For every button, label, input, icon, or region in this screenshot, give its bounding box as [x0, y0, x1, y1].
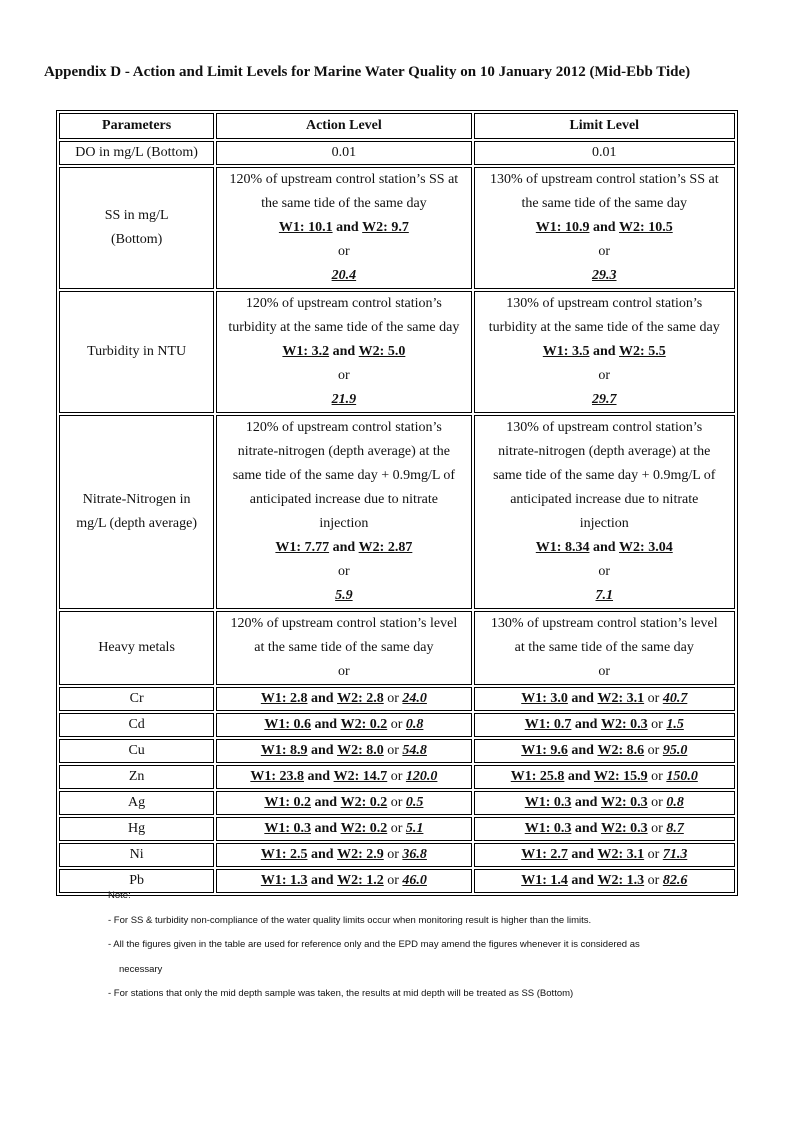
metal-and: and: [574, 717, 598, 732]
metal-action-w1: W1: 2.5: [260, 847, 308, 862]
metal-action-w2: W2: 0.2: [340, 795, 388, 810]
row-nitrate: [59, 415, 735, 609]
limit-ss-w-values: [478, 216, 731, 240]
metal-or: or: [647, 873, 660, 888]
action-nit-line1: 120% of upstream control station’s: [245, 420, 442, 435]
metal-row: [59, 687, 735, 711]
metal-or: or: [647, 743, 660, 758]
metal-and: and: [314, 795, 338, 810]
limit-turb-and: and: [592, 344, 616, 359]
limit-hm-or: or: [598, 664, 611, 679]
metal-or: or: [390, 769, 403, 784]
metal-or: or: [651, 717, 663, 732]
metal-or: or: [387, 873, 399, 888]
metal-or: or: [390, 821, 403, 836]
limit-nit-line4: anticipated increase due to nitrate: [510, 492, 699, 507]
metal-limit-value: 1.5: [666, 717, 684, 732]
header-action-level: Action Level: [216, 113, 471, 139]
limit-nit-value: 7.1: [595, 588, 614, 603]
metal-row: [59, 843, 735, 867]
header-row: [59, 113, 735, 139]
metal-name: Cu: [59, 739, 214, 763]
metal-row: [59, 713, 735, 737]
metal-limit-w1: W1: 1.4: [521, 873, 568, 888]
limit-ss-value: 29.3: [592, 268, 617, 283]
action-nit-w1: W1: 7.77: [275, 540, 330, 555]
param-do: DO in mg/L (Bottom): [59, 141, 214, 165]
limit-do: 0.01: [474, 141, 735, 165]
metal-and: and: [311, 873, 334, 888]
action-ss-value: 20.4: [331, 268, 357, 283]
metal-action-value: 0.8: [405, 717, 424, 732]
metal-limit-w2: W2: 15.9: [593, 769, 648, 784]
limit-turb-w1: W1: 3.5: [542, 344, 590, 359]
metal-action-w2: W2: 2.9: [337, 847, 384, 862]
metal-limit-w2: W2: 0.3: [600, 717, 648, 732]
action-heavy-metals: [216, 611, 471, 685]
metal-limit-value: 0.8: [666, 795, 684, 810]
metal-limit-w2: W2: 8.6: [597, 743, 645, 758]
metal-and: and: [571, 873, 594, 888]
metal-and: and: [311, 743, 334, 758]
metal-limit-w2: W2: 0.3: [600, 821, 648, 836]
metal-limit-value: 71.3: [662, 847, 688, 862]
action-ss-w2: W2: 9.7: [362, 220, 409, 235]
action-nit-or: or: [338, 564, 350, 579]
metal-action-w1: W1: 1.3: [260, 873, 308, 888]
row-ss: [59, 167, 735, 289]
limit-turb-line2: turbidity at the same tide of the same day: [488, 320, 720, 335]
water-quality-table-container: [56, 110, 738, 896]
metal-name: Pb: [59, 869, 214, 893]
action-turb-value: 21.9: [331, 392, 357, 407]
action-turb-w1: W1: 3.2: [282, 344, 330, 359]
metal-and: and: [571, 847, 594, 862]
metal-limit-w1: W1: 0.3: [524, 821, 572, 836]
metal-action: [216, 791, 471, 815]
metal-action-w1: W1: 0.3: [264, 821, 311, 836]
action-ss-w-values: [220, 216, 467, 240]
param-nitrate-line2: mg/L (depth average): [76, 516, 197, 531]
action-nit-line4: anticipated increase due to nitrate: [249, 492, 438, 507]
action-nit-line5: injection: [319, 516, 369, 531]
param-ss: [59, 167, 214, 289]
limit-hm-line1: 130% of upstream control station’s level: [490, 616, 718, 631]
limit-ss-and: and: [592, 220, 616, 235]
metal-limit: [474, 765, 735, 789]
action-nit-w-values: [220, 536, 467, 560]
metal-limit-value: 95.0: [662, 743, 688, 758]
action-turb-line1: 120% of upstream control station’s: [245, 296, 442, 311]
metal-limit: [474, 791, 735, 815]
metal-or: or: [647, 691, 660, 706]
action-nit-value: 5.9: [335, 588, 353, 603]
metal-limit-w1: W1: 0.7: [524, 717, 572, 732]
metal-limit: [474, 739, 735, 763]
metal-limit-w1: W1: 0.3: [524, 795, 572, 810]
limit-ss: [474, 167, 735, 289]
page-title: Appendix D - Action and Limit Levels for Marine Water Quality on 10 January 2012 (Mid-Ebb Tide): [44, 64, 691, 80]
action-do: 0.01: [216, 141, 471, 165]
metal-or: or: [387, 847, 399, 862]
limit-nitrate: [474, 415, 735, 609]
metal-action: [216, 843, 471, 867]
limit-turbidity: [474, 291, 735, 413]
note-2-continued: necessary: [119, 963, 163, 975]
metal-limit: [474, 843, 735, 867]
metal-action-w2: W2: 2.8: [337, 691, 384, 706]
action-ss-w1: W1: 10.1: [278, 220, 333, 235]
action-ss: [216, 167, 471, 289]
limit-ss-w1: W1: 10.9: [535, 220, 590, 235]
limit-hm-line2: at the same tide of the same day: [514, 640, 694, 655]
metal-action-w2: W2: 1.2: [337, 873, 384, 888]
note-1: - For SS & turbidity non-compliance of the water quality limits occur when monitoring result is higher than the limits.: [108, 914, 592, 926]
metal-row: [59, 765, 735, 789]
limit-turb-line1: 130% of upstream control station’s: [506, 296, 703, 311]
metal-name: Cr: [59, 687, 214, 711]
metal-and: and: [314, 717, 338, 732]
action-ss-line2: the same tide of the same day: [261, 196, 427, 211]
limit-heavy-metals: [474, 611, 735, 685]
param-ss-line1: SS in mg/L: [104, 208, 169, 223]
metal-and: and: [314, 821, 338, 836]
action-turb-w2: W2: 5.0: [358, 344, 406, 359]
action-ss-line1: 120% of upstream control station’s SS at: [229, 172, 459, 187]
metal-action: [216, 687, 471, 711]
row-do: [59, 141, 735, 165]
limit-nit-or: or: [598, 564, 611, 579]
header-parameters: Parameters: [59, 113, 214, 139]
metal-action-w1: W1: 2.8: [260, 691, 308, 706]
metal-limit-w2: W2: 1.3: [597, 873, 645, 888]
metal-action-w2: W2: 14.7: [333, 769, 388, 784]
metal-or: or: [387, 743, 399, 758]
limit-nit-line2: nitrate-nitrogen (depth average) at the: [498, 444, 711, 459]
metal-and: and: [311, 691, 334, 706]
metal-name: Cd: [59, 713, 214, 737]
action-nit-w2: W2: 2.87: [358, 540, 413, 555]
action-hm-line1: 120% of upstream control station’s level: [230, 616, 458, 631]
metal-and: and: [307, 769, 331, 784]
metal-limit-value: 8.7: [666, 821, 684, 836]
action-nit-and: and: [332, 540, 356, 555]
action-nit-line3: same tide of the same day + 0.9mg/L of: [232, 468, 456, 483]
metal-action-w1: W1: 8.9: [260, 743, 308, 758]
metal-action-value: 54.8: [402, 743, 427, 758]
metal-action-value: 120.0: [405, 769, 438, 784]
row-heavy-metals: [59, 611, 735, 685]
notes-heading: Note:: [108, 890, 131, 901]
action-turb-and: and: [332, 344, 356, 359]
limit-ss-line1: 130% of upstream control station’s SS at: [489, 172, 719, 187]
metal-limit-value: 82.6: [662, 873, 688, 888]
param-turbidity: Turbidity in NTU: [59, 291, 214, 413]
metal-limit-w1: W1: 25.8: [510, 769, 565, 784]
metal-and: and: [571, 691, 594, 706]
metal-or: or: [647, 847, 660, 862]
metal-action-value: 36.8: [402, 847, 427, 862]
metal-or: or: [651, 821, 663, 836]
metal-action-w1: W1: 23.8: [250, 769, 304, 784]
metal-name: Ni: [59, 843, 214, 867]
limit-nit-line3: same tide of the same day + 0.9mg/L of: [493, 468, 716, 483]
param-heavy-metals: Heavy metals: [59, 611, 214, 685]
water-quality-table: [56, 110, 738, 896]
limit-ss-w2: W2: 10.5: [619, 220, 673, 235]
metal-action: [216, 739, 471, 763]
limit-ss-line2: the same tide of the same day: [521, 196, 688, 211]
metal-limit: [474, 713, 735, 737]
metal-limit-w2: W2: 3.1: [597, 847, 645, 862]
limit-turb-w-values: [478, 340, 731, 364]
metal-name: Ag: [59, 791, 214, 815]
limit-nit-and: and: [592, 540, 616, 555]
metal-and: and: [574, 821, 598, 836]
metal-name: Zn: [59, 765, 214, 789]
metal-limit: [474, 687, 735, 711]
metal-action: [216, 817, 471, 841]
param-nitrate: [59, 415, 214, 609]
metal-action: [216, 713, 471, 737]
action-turb-line2: turbidity at the same tide of the same day: [228, 320, 460, 335]
action-ss-or: or: [338, 244, 350, 259]
metal-and: and: [571, 743, 594, 758]
metal-limit-w1: W1: 2.7: [521, 847, 568, 862]
action-nit-line2: nitrate-nitrogen (depth average) at the: [237, 444, 450, 459]
row-turbidity: [59, 291, 735, 413]
metal-limit-value: 150.0: [666, 769, 698, 784]
limit-nit-line5: injection: [579, 516, 629, 531]
metal-action-w2: W2: 0.2: [340, 821, 388, 836]
metal-limit-w2: W2: 3.1: [597, 691, 645, 706]
metal-or: or: [387, 691, 399, 706]
metal-limit-w1: W1: 9.6: [521, 743, 568, 758]
param-nitrate-line1: Nitrate-Nitrogen in: [82, 492, 191, 507]
action-ss-and: and: [336, 220, 359, 235]
metal-action: [216, 765, 471, 789]
metal-limit: [474, 817, 735, 841]
action-turbidity: [216, 291, 471, 413]
limit-nit-w1: W1: 8.34: [535, 540, 590, 555]
metal-action-value: 5.1: [405, 821, 424, 836]
param-ss-line2: (Bottom): [110, 232, 163, 247]
limit-turb-w2: W2: 5.5: [619, 344, 666, 359]
metal-limit-w2: W2: 0.3: [600, 795, 648, 810]
metal-row: [59, 791, 735, 815]
metal-limit-value: 40.7: [662, 691, 688, 706]
metal-or: or: [651, 795, 663, 810]
action-turb-w-values: [220, 340, 467, 364]
metal-limit-w1: W1: 3.0: [521, 691, 568, 706]
metal-action-value: 0.5: [405, 795, 424, 810]
header-limit-level: Limit Level: [474, 113, 735, 139]
note-2: - All the figures given in the table are used for reference only and the EPD may amend the figures whenever it is considered as: [108, 939, 640, 950]
action-hm-line2: at the same tide of the same day: [254, 640, 434, 655]
limit-ss-or: or: [598, 244, 611, 259]
metal-or: or: [390, 795, 403, 810]
metal-action-w2: W2: 8.0: [337, 743, 384, 758]
limit-nit-w2: W2: 3.04: [619, 540, 673, 555]
metal-action-w1: W1: 0.2: [264, 795, 311, 810]
note-3: - For stations that only the mid depth sample was taken, the results at mid depth will be treated as SS (Bottom): [108, 988, 574, 999]
metal-action-w1: W1: 0.6: [264, 717, 311, 732]
action-turb-or: or: [338, 368, 350, 383]
metal-row: [59, 739, 735, 763]
limit-nit-w-values: [478, 536, 731, 560]
metal-and: and: [311, 847, 334, 862]
metal-or: or: [651, 769, 663, 784]
metal-or: or: [390, 717, 403, 732]
limit-turb-value: 29.7: [592, 392, 617, 407]
limit-nit-line1: 130% of upstream control station’s: [506, 420, 703, 435]
metal-action-value: 24.0: [402, 691, 427, 706]
action-nitrate: [216, 415, 471, 609]
limit-turb-or: or: [598, 368, 611, 383]
metal-row: [59, 817, 735, 841]
metal-name: Hg: [59, 817, 214, 841]
action-hm-or: or: [338, 664, 350, 679]
metal-and: and: [574, 795, 598, 810]
notes-section: [108, 884, 728, 1007]
metal-action-value: 46.0: [402, 873, 427, 888]
metal-and: and: [567, 769, 591, 784]
metal-action-w2: W2: 0.2: [340, 717, 388, 732]
